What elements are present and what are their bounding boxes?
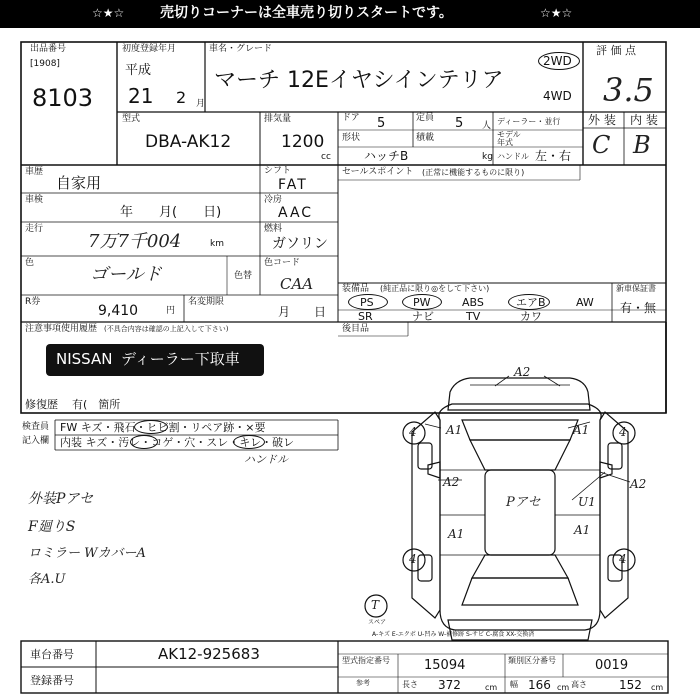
shape-label: 形状 — [342, 133, 361, 143]
exterior-grade: C — [592, 131, 611, 159]
mileage-unit: km — [210, 239, 224, 249]
color-code-label: 色コード — [264, 258, 301, 268]
handle-label: ハンドル — [497, 152, 529, 161]
dmg-a1-top-right: A1 — [573, 423, 590, 437]
tire-rear-right: 4 — [619, 552, 627, 566]
equipment-sub: (純正品に限り◎をして下さい) — [380, 284, 490, 293]
capacity-unit: 人 — [482, 121, 492, 131]
mileage-label: 走行 — [25, 224, 44, 234]
length-label: 長さ — [402, 680, 418, 689]
tire-rear-left: 4 — [409, 552, 417, 566]
equip-tv: TV — [466, 310, 481, 323]
equip-navi: ナビ — [412, 310, 434, 323]
displacement-unit: cc — [321, 152, 331, 162]
color-code: CAA — [280, 275, 314, 293]
lot-number: 8103 — [32, 84, 94, 112]
chassis: AK12-925683 — [158, 645, 260, 663]
dmg-a2-right: A2 — [630, 477, 647, 491]
height: 152 — [619, 678, 642, 692]
repair-label: 修復歴 — [25, 398, 58, 411]
doors: 5 — [377, 116, 386, 131]
chassis-label: 車台番号 — [30, 648, 74, 661]
width-unit: cm — [557, 683, 570, 692]
equipment-label: 装備品 — [342, 284, 370, 294]
inspection-label: 車検 — [25, 195, 44, 205]
note-4: 各A.U — [28, 572, 66, 587]
length: 372 — [438, 678, 461, 692]
note-1: 外装Pアセ — [28, 491, 94, 507]
handle: 左・右 — [535, 149, 572, 163]
warranty: 有・無 — [620, 301, 657, 315]
fuel-label: 燃料 — [264, 224, 283, 234]
equip-sr: SR — [358, 310, 373, 323]
fuel: ガソリン — [272, 236, 328, 252]
ac-label: 冷房 — [264, 195, 283, 205]
inspector-label: 検査員 — [22, 422, 50, 432]
width: 166 — [528, 678, 551, 692]
dmg-a1-right: A1 — [574, 523, 591, 537]
repair: 有( 箇所 — [72, 398, 121, 411]
reg-era: 平成 — [125, 63, 152, 78]
dealer-tradein: ディーラー下取車 — [121, 350, 240, 368]
spare-tire: T — [371, 598, 380, 612]
recycle-amount: 9,410 — [98, 303, 139, 319]
model-label: 型式 — [122, 114, 141, 124]
name-change-label: 名変期限 — [188, 297, 225, 307]
score-label: 評 価 点 — [596, 44, 636, 57]
equip-aw: AW — [576, 296, 594, 309]
shape: ハッチB — [364, 149, 409, 163]
dmg-a1-top-left: A1 — [446, 423, 463, 437]
car-name: マーチ 12Eイヤシインテリア — [214, 68, 504, 93]
width-label: 幅 — [510, 680, 518, 689]
drive-2wd: 2WD — [543, 54, 572, 68]
tire-front-right: 4 — [619, 425, 627, 439]
note-2: F廻りS — [28, 519, 76, 535]
sales-sub: (正常に機能するものに限り) — [422, 168, 525, 177]
equip-pw: PW — [413, 296, 431, 309]
dmg-a2-top: A2 — [514, 365, 531, 379]
score: 3.5 — [603, 71, 654, 109]
dmg-a1-left: A1 — [448, 527, 465, 541]
mileage: 7万7千004 — [88, 231, 182, 252]
displacement: 1200 — [281, 132, 325, 152]
equip-abs: ABS — [462, 296, 484, 309]
lot-sub: [1908] — [30, 59, 60, 69]
height-unit: cm — [651, 683, 664, 692]
dealer-label: ディーラー・並行 — [497, 117, 561, 126]
model-year-label: モデル年式 — [497, 130, 521, 147]
usage-label: 車歴 — [25, 167, 44, 177]
nissan-label: NISSAN — [56, 350, 113, 368]
exterior-label: 外 装 — [588, 113, 616, 127]
equip-ps: PS — [360, 296, 374, 309]
interior-grade: B — [633, 131, 651, 159]
back-seat-label: 後目品 — [342, 324, 370, 334]
height-label: 高さ — [571, 680, 587, 689]
displacement-label: 排気量 — [264, 114, 292, 124]
weight-label: 積載 — [416, 133, 435, 143]
tire-front-left: 4 — [409, 425, 417, 439]
ref-label: 参考 — [356, 679, 370, 687]
reg-month: 2 — [176, 88, 187, 107]
dmg-u1: U1 — [578, 495, 596, 509]
ac: AAC — [278, 205, 314, 221]
diagram-legend: A-キズ E-エクボ U-凹み W-補修跡 S-サビ C-腐食 XX-交換済 — [372, 631, 535, 638]
length-unit: cm — [485, 683, 498, 692]
recycle-unit: 円 — [166, 306, 176, 316]
color-label: 色 — [25, 258, 35, 268]
banner-stars-left: ☆★☆ — [92, 6, 125, 20]
legend-row2: 内装 キズ・汚レ・コゲ・穴・スレ・キレ・破レ — [60, 436, 295, 449]
type-designation: 15094 — [424, 658, 466, 673]
inspection: 年 月( 日) — [120, 205, 222, 220]
sales-label: セールスポイント — [342, 167, 414, 177]
color: ゴールド — [90, 264, 162, 285]
banner-text: 売切りコーナーは全車売り切りスタートです。 — [160, 5, 453, 21]
capacity: 5 — [455, 116, 464, 131]
legend-row1: FW キズ・飛石・ヒビ割・リペア跡・×要 — [60, 421, 266, 434]
weight-unit: kg — [482, 152, 493, 162]
doors-label: ドア — [342, 113, 360, 123]
record-label: 記入欄 — [22, 436, 50, 446]
banner-stars-right: ☆★☆ — [540, 6, 573, 20]
equip-leather: カワ — [520, 310, 542, 323]
reg-month-unit: 月 — [196, 99, 206, 109]
model: DBA-AK12 — [145, 132, 232, 152]
handle-note: ハンドル — [244, 453, 288, 466]
color-change-label: 色替 — [234, 271, 253, 281]
notes-label: 注意事項使用履歴 — [25, 324, 98, 334]
reg-no-label: 登録番号 — [30, 674, 74, 687]
drive-4wd: 4WD — [543, 89, 572, 103]
interior-label: 内 装 — [630, 113, 658, 127]
dmg-center: Pアセ — [506, 495, 541, 510]
category: 0019 — [595, 658, 629, 673]
lot-label: 出品番号 — [30, 44, 67, 54]
dmg-a2-left: A2 — [443, 475, 460, 489]
name-change: 月 日 — [278, 305, 327, 319]
reg-label: 初度登録年月 — [122, 44, 177, 54]
recycle-label: R券 — [25, 297, 41, 307]
capacity-label: 定員 — [416, 113, 435, 123]
category-label: 類別区分番号 — [508, 656, 556, 665]
reg-year: 21 — [128, 84, 154, 108]
spare-label: スペア — [368, 619, 387, 626]
equip-airbag: エアB — [516, 296, 546, 309]
warranty-label: 新車保証書 — [616, 284, 656, 293]
car-name-label: 車名・グレード — [209, 44, 273, 54]
type-designation-label: 型式指定番号 — [342, 656, 390, 665]
notes-sub: (不具合内容は確認の上記入して下さい) — [104, 325, 229, 333]
shift: FAT — [278, 177, 308, 193]
usage: 自家用 — [56, 174, 102, 192]
shift-label: シフト — [264, 166, 292, 176]
note-3: ロミラー WカバーA — [28, 546, 146, 561]
